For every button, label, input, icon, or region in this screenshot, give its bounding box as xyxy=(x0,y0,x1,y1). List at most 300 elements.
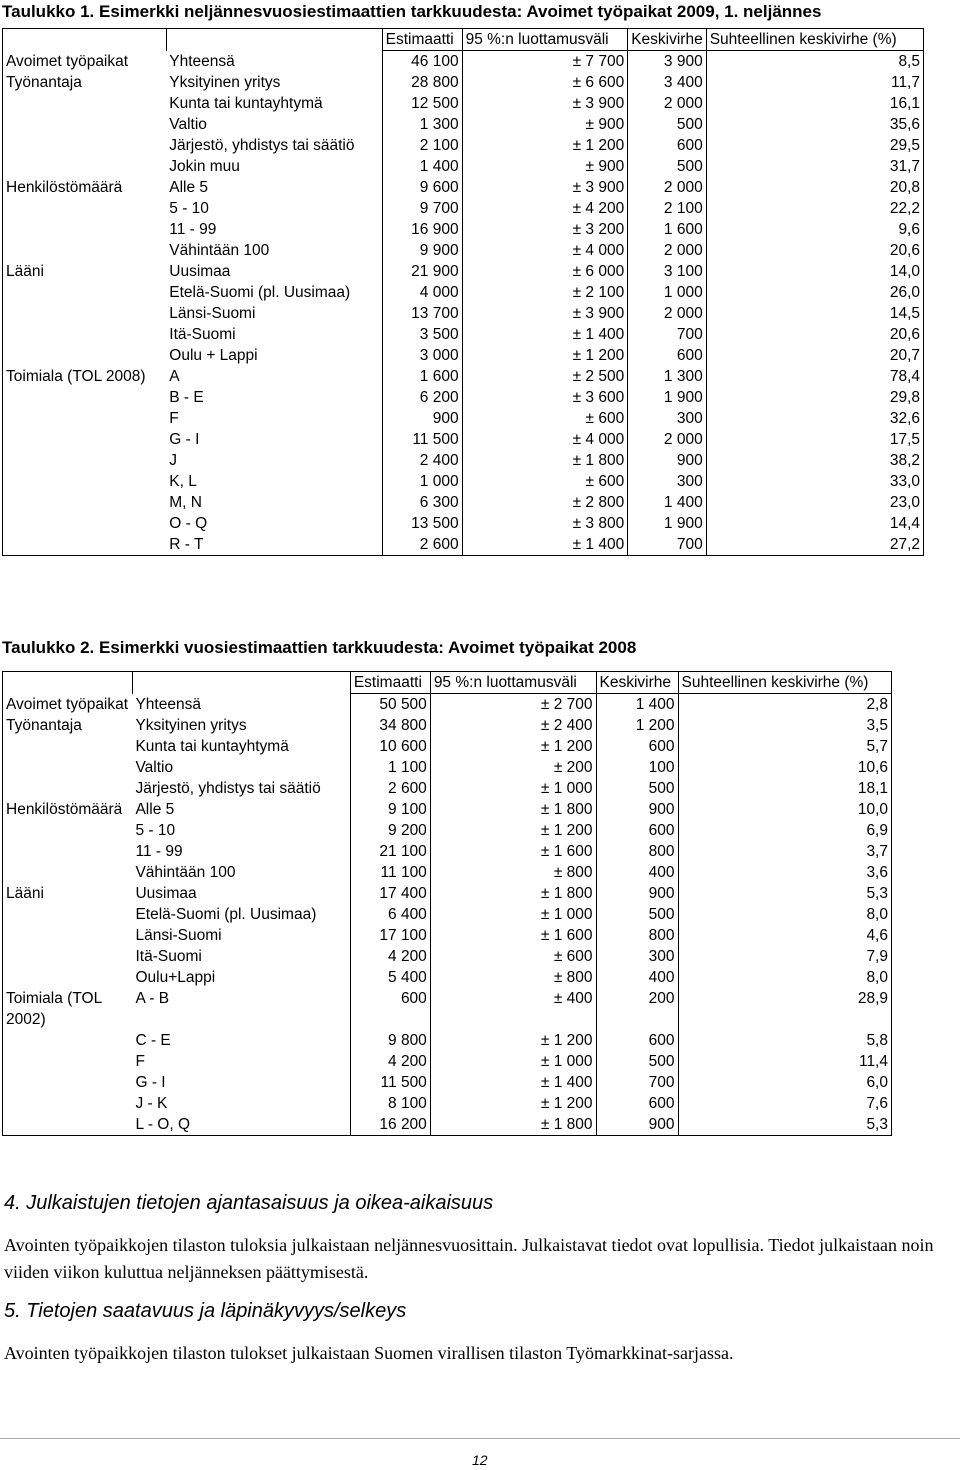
category-label: Vähintään 100 xyxy=(166,240,382,261)
rse-value: 8,5 xyxy=(706,51,923,73)
se-value: 800 xyxy=(596,841,678,862)
rse-value: 11,7 xyxy=(706,72,923,93)
rse-value: 17,5 xyxy=(706,429,923,450)
group-label xyxy=(3,93,167,114)
ci-value: ± 900 xyxy=(462,156,628,177)
rse-value: 5,3 xyxy=(678,1114,892,1136)
rse-value: 20,6 xyxy=(706,324,923,345)
rse-value: 20,6 xyxy=(706,240,923,261)
group-label xyxy=(3,114,167,135)
table-row xyxy=(3,1093,892,1114)
category-label: Kunta tai kuntayhtymä xyxy=(132,736,350,757)
estimate-value: 17 100 xyxy=(350,925,430,946)
se-value: 600 xyxy=(596,1093,678,1114)
category-label: B - E xyxy=(166,387,382,408)
table-row xyxy=(3,198,924,219)
category-label: F xyxy=(166,408,382,429)
estimate-value: 1 400 xyxy=(382,156,462,177)
se-value: 3 100 xyxy=(628,261,707,282)
se-value: 400 xyxy=(596,967,678,988)
group-label xyxy=(3,946,133,967)
estimate-value: 11 500 xyxy=(382,429,462,450)
estimate-value: 5 400 xyxy=(350,967,430,988)
ci-value: ± 600 xyxy=(462,408,628,429)
group-label xyxy=(3,282,167,303)
table-row xyxy=(3,820,892,841)
group-label xyxy=(3,408,167,429)
category-label: C - E xyxy=(132,1030,350,1051)
se-value: 200 xyxy=(596,988,678,1030)
se-value: 300 xyxy=(596,946,678,967)
group-label xyxy=(3,778,133,799)
category-label: Yksityinen yritys xyxy=(166,72,382,93)
estimate-value: 6 300 xyxy=(382,492,462,513)
group-label xyxy=(3,429,167,450)
group-label: Avoimet työpaikat xyxy=(3,694,133,716)
se-value: 2 000 xyxy=(628,240,707,261)
table-row xyxy=(3,862,892,883)
se-value: 600 xyxy=(628,345,707,366)
table-row xyxy=(3,1072,892,1093)
table-header-row xyxy=(3,29,924,51)
table2-title: Taulukko 2. Esimerkki vuosiestimaattien tarkkuudesta: Avoimet työpaikat 2008 xyxy=(2,638,637,657)
header-se: Keskivirhe xyxy=(596,672,678,694)
table-row xyxy=(3,408,924,429)
table-row xyxy=(3,715,892,736)
group-label xyxy=(3,1051,133,1072)
estimate-value: 34 800 xyxy=(350,715,430,736)
table-row xyxy=(3,240,924,261)
category-label: A - B xyxy=(132,988,350,1030)
estimate-value: 11 500 xyxy=(350,1072,430,1093)
group-label xyxy=(3,156,167,177)
category-label: Uusimaa xyxy=(132,883,350,904)
ci-value: ± 1 800 xyxy=(462,450,628,471)
table-row xyxy=(3,925,892,946)
table1 xyxy=(2,28,924,556)
rse-value: 3,5 xyxy=(678,715,892,736)
estimate-value: 21 100 xyxy=(350,841,430,862)
se-value: 1 300 xyxy=(628,366,707,387)
category-label: M, N xyxy=(166,492,382,513)
ci-value: ± 3 900 xyxy=(462,93,628,114)
estimate-value: 8 100 xyxy=(350,1093,430,1114)
category-label: Länsi-Suomi xyxy=(132,925,350,946)
header-ci: 95 %:n luottamusväli xyxy=(462,29,628,51)
table-row xyxy=(3,324,924,345)
ci-value: ± 1 200 xyxy=(430,1093,596,1114)
rse-value: 8,0 xyxy=(678,967,892,988)
se-value: 700 xyxy=(596,1072,678,1093)
rse-value: 27,2 xyxy=(706,534,923,556)
se-value: 700 xyxy=(628,324,707,345)
se-value: 900 xyxy=(628,450,707,471)
section4-heading: 4. Julkaistujen tietojen ajantasaisuus ja oikea-aikaisuus xyxy=(4,1192,494,1214)
table-row xyxy=(3,387,924,408)
group-label: Henkilöstömäärä xyxy=(3,799,133,820)
table-row xyxy=(3,429,924,450)
estimate-value: 2 100 xyxy=(382,135,462,156)
group-label xyxy=(3,736,133,757)
category-label: Yhteensä xyxy=(166,51,382,73)
ci-value: ± 2 700 xyxy=(430,694,596,716)
category-label: Jokin muu xyxy=(166,156,382,177)
table-row xyxy=(3,492,924,513)
ci-value: ± 400 xyxy=(430,988,596,1030)
rse-value: 3,6 xyxy=(678,862,892,883)
estimate-value: 13 500 xyxy=(382,513,462,534)
estimate-value: 17 400 xyxy=(350,883,430,904)
category-label: 11 - 99 xyxy=(132,841,350,862)
se-value: 500 xyxy=(628,114,707,135)
table-row xyxy=(3,51,924,73)
group-label xyxy=(3,345,167,366)
group-label xyxy=(3,967,133,988)
se-value: 1 200 xyxy=(596,715,678,736)
ci-value: ± 1 800 xyxy=(430,1114,596,1136)
rse-value: 5,8 xyxy=(678,1030,892,1051)
se-value: 1 900 xyxy=(628,387,707,408)
estimate-value: 4 000 xyxy=(382,282,462,303)
header-empty-cell xyxy=(3,29,167,51)
ci-value: ± 1 200 xyxy=(430,1030,596,1051)
se-value: 1 600 xyxy=(628,219,707,240)
ci-value: ± 1 800 xyxy=(430,799,596,820)
se-value: 500 xyxy=(628,156,707,177)
group-label xyxy=(3,841,133,862)
table-row xyxy=(3,135,924,156)
header-rse: Suhteellinen keskivirhe (%) xyxy=(706,29,923,51)
footer-rule xyxy=(0,1438,960,1439)
estimate-value: 10 600 xyxy=(350,736,430,757)
se-value: 2 000 xyxy=(628,303,707,324)
group-label xyxy=(3,219,167,240)
rse-value: 33,0 xyxy=(706,471,923,492)
ci-value: ± 3 800 xyxy=(462,513,628,534)
estimate-value: 1 100 xyxy=(350,757,430,778)
table-row xyxy=(3,345,924,366)
category-label: Oulu+Lappi xyxy=(132,967,350,988)
se-value: 600 xyxy=(596,820,678,841)
ci-value: ± 1 800 xyxy=(430,883,596,904)
category-label: Kunta tai kuntayhtymä xyxy=(166,93,382,114)
category-label: Vähintään 100 xyxy=(132,862,350,883)
ci-value: ± 1 000 xyxy=(430,904,596,925)
se-value: 500 xyxy=(596,778,678,799)
table-row xyxy=(3,799,892,820)
table-row xyxy=(3,694,892,716)
group-label xyxy=(3,534,167,556)
se-value: 400 xyxy=(596,862,678,883)
se-value: 1 400 xyxy=(596,694,678,716)
ci-value: ± 800 xyxy=(430,967,596,988)
rse-value: 18,1 xyxy=(678,778,892,799)
group-label xyxy=(3,513,167,534)
rse-value: 9,6 xyxy=(706,219,923,240)
ci-value: ± 1 400 xyxy=(430,1072,596,1093)
se-value: 600 xyxy=(596,1030,678,1051)
rse-value: 11,4 xyxy=(678,1051,892,1072)
group-label xyxy=(3,198,167,219)
se-value: 600 xyxy=(596,736,678,757)
table-row xyxy=(3,177,924,198)
ci-value: ± 1 400 xyxy=(462,324,628,345)
category-label: Itä-Suomi xyxy=(166,324,382,345)
se-value: 300 xyxy=(628,408,707,429)
ci-value: ± 1 000 xyxy=(430,1051,596,1072)
category-label: F xyxy=(132,1051,350,1072)
category-label: Alle 5 xyxy=(132,799,350,820)
ci-value: ± 2 800 xyxy=(462,492,628,513)
se-value: 800 xyxy=(596,925,678,946)
table-row xyxy=(3,93,924,114)
table-row xyxy=(3,534,924,556)
table-row xyxy=(3,366,924,387)
ci-value: ± 2 400 xyxy=(430,715,596,736)
estimate-value: 1 000 xyxy=(382,471,462,492)
ci-value: ± 1 000 xyxy=(430,778,596,799)
group-label xyxy=(3,757,133,778)
rse-value: 14,4 xyxy=(706,513,923,534)
category-label: Oulu + Lappi xyxy=(166,345,382,366)
rse-value: 2,8 xyxy=(678,694,892,716)
estimate-value: 3 000 xyxy=(382,345,462,366)
header-se: Keskivirhe xyxy=(628,29,707,51)
category-label: 5 - 10 xyxy=(166,198,382,219)
rse-value: 29,8 xyxy=(706,387,923,408)
rse-value: 20,8 xyxy=(706,177,923,198)
se-value: 900 xyxy=(596,799,678,820)
rse-value: 22,2 xyxy=(706,198,923,219)
estimate-value: 6 200 xyxy=(382,387,462,408)
rse-value: 35,6 xyxy=(706,114,923,135)
group-label: Toimiala (TOL 2002) xyxy=(3,988,133,1030)
ci-value: ± 800 xyxy=(430,862,596,883)
estimate-value: 600 xyxy=(350,988,430,1030)
ci-value: ± 2 500 xyxy=(462,366,628,387)
ci-value: ± 4 000 xyxy=(462,240,628,261)
table-row xyxy=(3,261,924,282)
rse-value: 28,9 xyxy=(678,988,892,1030)
se-value: 3 400 xyxy=(628,72,707,93)
section5-heading: 5. Tietojen saatavuus ja läpinäkyvyys/selkeys xyxy=(4,1300,407,1322)
estimate-value: 1 300 xyxy=(382,114,462,135)
estimate-value: 16 900 xyxy=(382,219,462,240)
category-label: G - I xyxy=(132,1072,350,1093)
rse-value: 26,0 xyxy=(706,282,923,303)
category-label: Järjestö, yhdistys tai säätiö xyxy=(166,135,382,156)
group-label xyxy=(3,1030,133,1051)
table-row xyxy=(3,219,924,240)
category-label: Itä-Suomi xyxy=(132,946,350,967)
group-label xyxy=(3,450,167,471)
table-row xyxy=(3,1051,892,1072)
rse-value: 6,0 xyxy=(678,1072,892,1093)
estimate-value: 6 400 xyxy=(350,904,430,925)
estimate-value: 16 200 xyxy=(350,1114,430,1136)
se-value: 1 900 xyxy=(628,513,707,534)
rse-value: 6,9 xyxy=(678,820,892,841)
group-label xyxy=(3,1093,133,1114)
table2 xyxy=(2,671,892,1136)
rse-value: 7,6 xyxy=(678,1093,892,1114)
estimate-value: 11 100 xyxy=(350,862,430,883)
table-row xyxy=(3,841,892,862)
ci-value: ± 3 200 xyxy=(462,219,628,240)
group-label xyxy=(3,471,167,492)
ci-value: ± 6 600 xyxy=(462,72,628,93)
category-label: O - Q xyxy=(166,513,382,534)
se-value: 2 100 xyxy=(628,198,707,219)
group-label xyxy=(3,492,167,513)
group-label: Työnantaja xyxy=(3,715,133,736)
table1-title: Taulukko 1. Esimerkki neljännesvuosiestimaattien tarkkuudesta: Avoimet työpaikat 2009, 1. neljännes xyxy=(2,2,822,21)
group-label xyxy=(3,1072,133,1093)
header-empty-cell xyxy=(166,29,382,51)
ci-value: ± 1 600 xyxy=(430,925,596,946)
group-label xyxy=(3,1114,133,1136)
group-label xyxy=(3,925,133,946)
estimate-value: 9 700 xyxy=(382,198,462,219)
ci-value: ± 1 400 xyxy=(462,534,628,556)
group-label xyxy=(3,240,167,261)
ci-value: ± 200 xyxy=(430,757,596,778)
header-estimate: Estimaatti xyxy=(382,29,462,51)
header-estimate: Estimaatti xyxy=(350,672,430,694)
se-value: 1 000 xyxy=(628,282,707,303)
estimate-value: 21 900 xyxy=(382,261,462,282)
se-value: 2 000 xyxy=(628,429,707,450)
category-label: 5 - 10 xyxy=(132,820,350,841)
ci-value: ± 4 000 xyxy=(462,429,628,450)
estimate-value: 9 200 xyxy=(350,820,430,841)
rse-value: 4,6 xyxy=(678,925,892,946)
group-label: Lääni xyxy=(3,883,133,904)
table-row xyxy=(3,72,924,93)
ci-value: ± 7 700 xyxy=(462,51,628,73)
se-value: 600 xyxy=(628,135,707,156)
table-header-row xyxy=(3,672,892,694)
page-number: 12 xyxy=(472,1452,488,1468)
rse-value: 29,5 xyxy=(706,135,923,156)
se-value: 2 000 xyxy=(628,93,707,114)
header-ci: 95 %:n luottamusväli xyxy=(430,672,596,694)
category-label: Alle 5 xyxy=(166,177,382,198)
rse-value: 31,7 xyxy=(706,156,923,177)
estimate-value: 12 500 xyxy=(382,93,462,114)
group-label xyxy=(3,904,133,925)
estimate-value: 4 200 xyxy=(350,946,430,967)
table-row xyxy=(3,988,892,1030)
table-row xyxy=(3,1030,892,1051)
se-value: 700 xyxy=(628,534,707,556)
table-row xyxy=(3,736,892,757)
se-value: 900 xyxy=(596,1114,678,1136)
estimate-value: 4 200 xyxy=(350,1051,430,1072)
table-row xyxy=(3,757,892,778)
estimate-value: 13 700 xyxy=(382,303,462,324)
table-row xyxy=(3,471,924,492)
table-row xyxy=(3,156,924,177)
ci-value: ± 1 200 xyxy=(462,135,628,156)
category-label: A xyxy=(166,366,382,387)
rse-value: 20,7 xyxy=(706,345,923,366)
table-row xyxy=(3,114,924,135)
table-row xyxy=(3,450,924,471)
table-row xyxy=(3,282,924,303)
group-label: Henkilöstömäärä xyxy=(3,177,167,198)
group-label: Avoimet työpaikat xyxy=(3,51,167,73)
estimate-value: 900 xyxy=(382,408,462,429)
category-label: K, L xyxy=(166,471,382,492)
table-row xyxy=(3,946,892,967)
estimate-value: 2 600 xyxy=(350,778,430,799)
rse-value: 23,0 xyxy=(706,492,923,513)
ci-value: ± 3 600 xyxy=(462,387,628,408)
ci-value: ± 600 xyxy=(462,471,628,492)
group-label: Lääni xyxy=(3,261,167,282)
ci-value: ± 2 100 xyxy=(462,282,628,303)
group-label xyxy=(3,135,167,156)
table-row xyxy=(3,1114,892,1136)
estimate-value: 2 600 xyxy=(382,534,462,556)
estimate-value: 3 500 xyxy=(382,324,462,345)
estimate-value: 9 800 xyxy=(350,1030,430,1051)
rse-value: 16,1 xyxy=(706,93,923,114)
group-label: Työnantaja xyxy=(3,72,167,93)
ci-value: ± 6 000 xyxy=(462,261,628,282)
category-label: G - I xyxy=(166,429,382,450)
rse-value: 5,7 xyxy=(678,736,892,757)
rse-value: 14,5 xyxy=(706,303,923,324)
ci-value: ± 3 900 xyxy=(462,303,628,324)
category-label: Länsi-Suomi xyxy=(166,303,382,324)
se-value: 2 000 xyxy=(628,177,707,198)
se-value: 100 xyxy=(596,757,678,778)
table-row xyxy=(3,967,892,988)
category-label: 11 - 99 xyxy=(166,219,382,240)
header-empty-cell xyxy=(132,672,350,694)
header-empty-cell xyxy=(3,672,133,694)
category-label: Yksityinen yritys xyxy=(132,715,350,736)
rse-value: 5,3 xyxy=(678,883,892,904)
se-value: 900 xyxy=(596,883,678,904)
category-label: Yhteensä xyxy=(132,694,350,716)
table-row xyxy=(3,778,892,799)
table-row xyxy=(3,513,924,534)
ci-value: ± 3 900 xyxy=(462,177,628,198)
group-label xyxy=(3,387,167,408)
category-label: J - K xyxy=(132,1093,350,1114)
estimate-value: 28 800 xyxy=(382,72,462,93)
category-label: R - T xyxy=(166,534,382,556)
estimate-value: 50 500 xyxy=(350,694,430,716)
category-label: Valtio xyxy=(132,757,350,778)
se-value: 300 xyxy=(628,471,707,492)
rse-value: 14,0 xyxy=(706,261,923,282)
se-value: 1 400 xyxy=(628,492,707,513)
ci-value: ± 1 200 xyxy=(462,345,628,366)
ci-value: ± 900 xyxy=(462,114,628,135)
group-label xyxy=(3,303,167,324)
rse-value: 3,7 xyxy=(678,841,892,862)
se-value: 3 900 xyxy=(628,51,707,73)
table-row xyxy=(3,303,924,324)
ci-value: ± 600 xyxy=(430,946,596,967)
section5-text: Avointen työpaikkojen tilaston tulokset julkaistaan Suomen virallisen tilaston Työmarkkinat-sarjassa. xyxy=(4,1343,734,1363)
table-row xyxy=(3,883,892,904)
rse-value: 7,9 xyxy=(678,946,892,967)
